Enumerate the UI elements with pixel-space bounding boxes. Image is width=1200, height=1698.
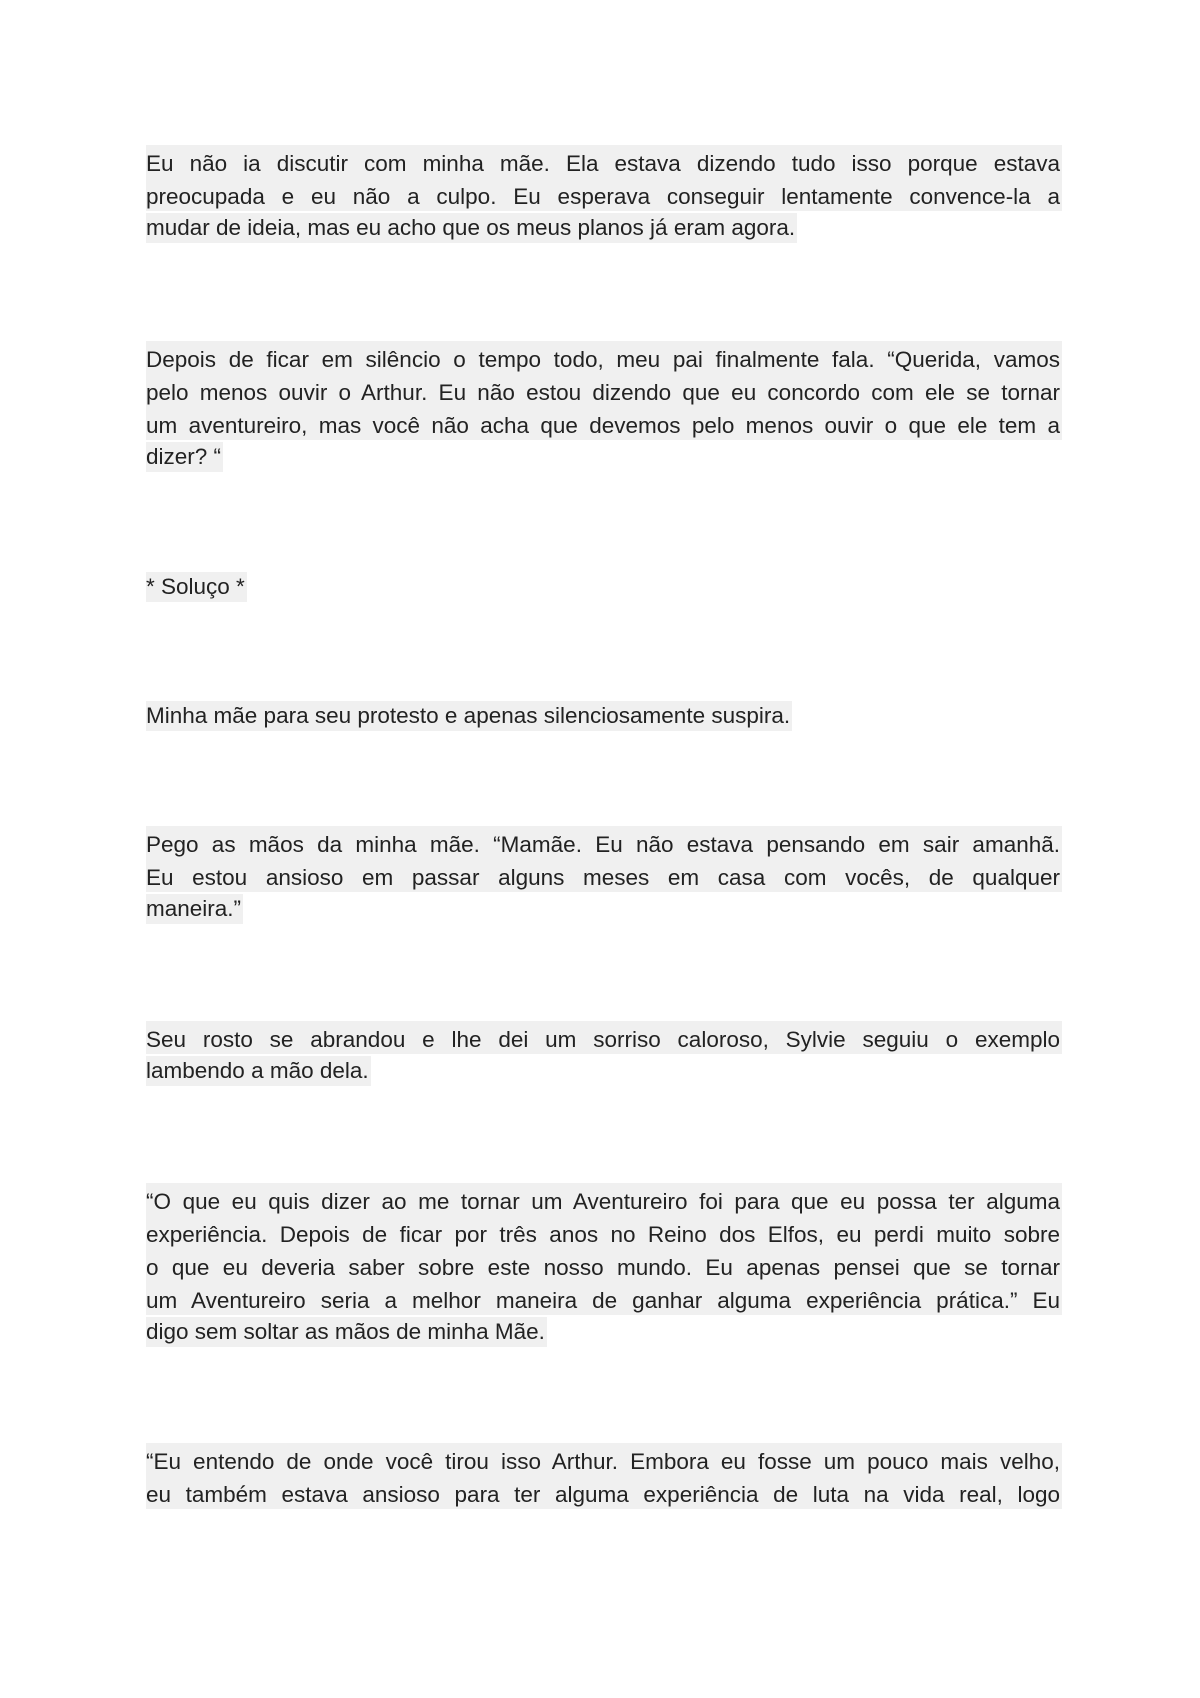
text-line-content: “O que eu quis dizer ao me tornar um Aventureiro foi para que eu possa ter alguma xyxy=(146,1183,1062,1216)
paragraph xyxy=(146,145,1062,244)
text-line xyxy=(146,1183,1062,1216)
text-line-content: Minha mãe para seu protesto e apenas silenciosamente suspira. xyxy=(146,701,792,731)
text-line-content: o que eu deveria saber sobre este nosso mundo. Eu apenas pensei que se tornar xyxy=(146,1249,1062,1282)
text-line xyxy=(146,145,1062,178)
text-line-content: lambendo a mão dela. xyxy=(146,1056,371,1086)
text-line-content: dizer? “ xyxy=(146,442,223,472)
text-line xyxy=(146,1282,1062,1315)
text-line xyxy=(146,826,1062,859)
paragraph xyxy=(146,1021,1062,1087)
text-line xyxy=(146,178,1062,211)
text-line xyxy=(146,407,1062,440)
text-line-content: Pego as mãos da minha mãe. “Mamãe. Eu não estava pensando em sair amanhã. xyxy=(146,826,1062,859)
text-line xyxy=(146,211,1062,244)
text-line xyxy=(146,1054,1062,1087)
text-line-content: * Soluço * xyxy=(146,572,247,602)
text-line xyxy=(146,699,1062,732)
text-line xyxy=(146,1216,1062,1249)
text-line xyxy=(146,859,1062,892)
text-line xyxy=(146,440,1062,473)
paragraph xyxy=(146,341,1062,473)
text-line-content: Eu estou ansioso em passar alguns meses em casa com vocês, de qualquer xyxy=(146,859,1062,892)
text-line xyxy=(146,1476,1062,1509)
text-line xyxy=(146,1021,1062,1054)
text-line xyxy=(146,341,1062,374)
paragraph xyxy=(146,570,1062,603)
text-line xyxy=(146,1443,1062,1476)
text-line xyxy=(146,892,1062,925)
text-line-content: maneira.” xyxy=(146,894,243,924)
text-line xyxy=(146,374,1062,407)
text-line xyxy=(146,570,1062,603)
text-line-content: um aventureiro, mas você não acha que devemos pelo menos ouvir o que ele tem a xyxy=(146,407,1062,440)
text-line-content: Seu rosto se abrandou e lhe dei um sorriso caloroso, Sylvie seguiu o exemplo xyxy=(146,1021,1062,1054)
text-line-content: Eu não ia discutir com minha mãe. Ela estava dizendo tudo isso porque estava xyxy=(146,145,1062,178)
text-line-content: digo sem soltar as mãos de minha Mãe. xyxy=(146,1317,547,1347)
paragraph xyxy=(146,1443,1062,1509)
text-line-content: eu também estava ansioso para ter alguma experiência de luta na vida real, logo xyxy=(146,1476,1062,1509)
paragraph xyxy=(146,699,1062,732)
text-line-content: experiência. Depois de ficar por três anos no Reino dos Elfos, eu perdi muito sobre xyxy=(146,1216,1062,1249)
paragraph xyxy=(146,826,1062,925)
text-line xyxy=(146,1315,1062,1348)
text-line-content: preocupada e eu não a culpo. Eu esperava conseguir lentamente convence-la a xyxy=(146,178,1062,211)
text-line xyxy=(146,1249,1062,1282)
text-line-content: mudar de ideia, mas eu acho que os meus planos já eram agora. xyxy=(146,213,797,243)
text-line-content: pelo menos ouvir o Arthur. Eu não estou dizendo que eu concordo com ele se tornar xyxy=(146,374,1062,407)
text-line-content: um Aventureiro seria a melhor maneira de ganhar alguma experiência prática.” Eu xyxy=(146,1282,1062,1315)
text-line-content: “Eu entendo de onde você tirou isso Arthur. Embora eu fosse um pouco mais velho, xyxy=(146,1443,1062,1476)
paragraph xyxy=(146,1183,1062,1348)
text-line-content: Depois de ficar em silêncio o tempo todo, meu pai finalmente fala. “Querida, vamos xyxy=(146,341,1062,374)
